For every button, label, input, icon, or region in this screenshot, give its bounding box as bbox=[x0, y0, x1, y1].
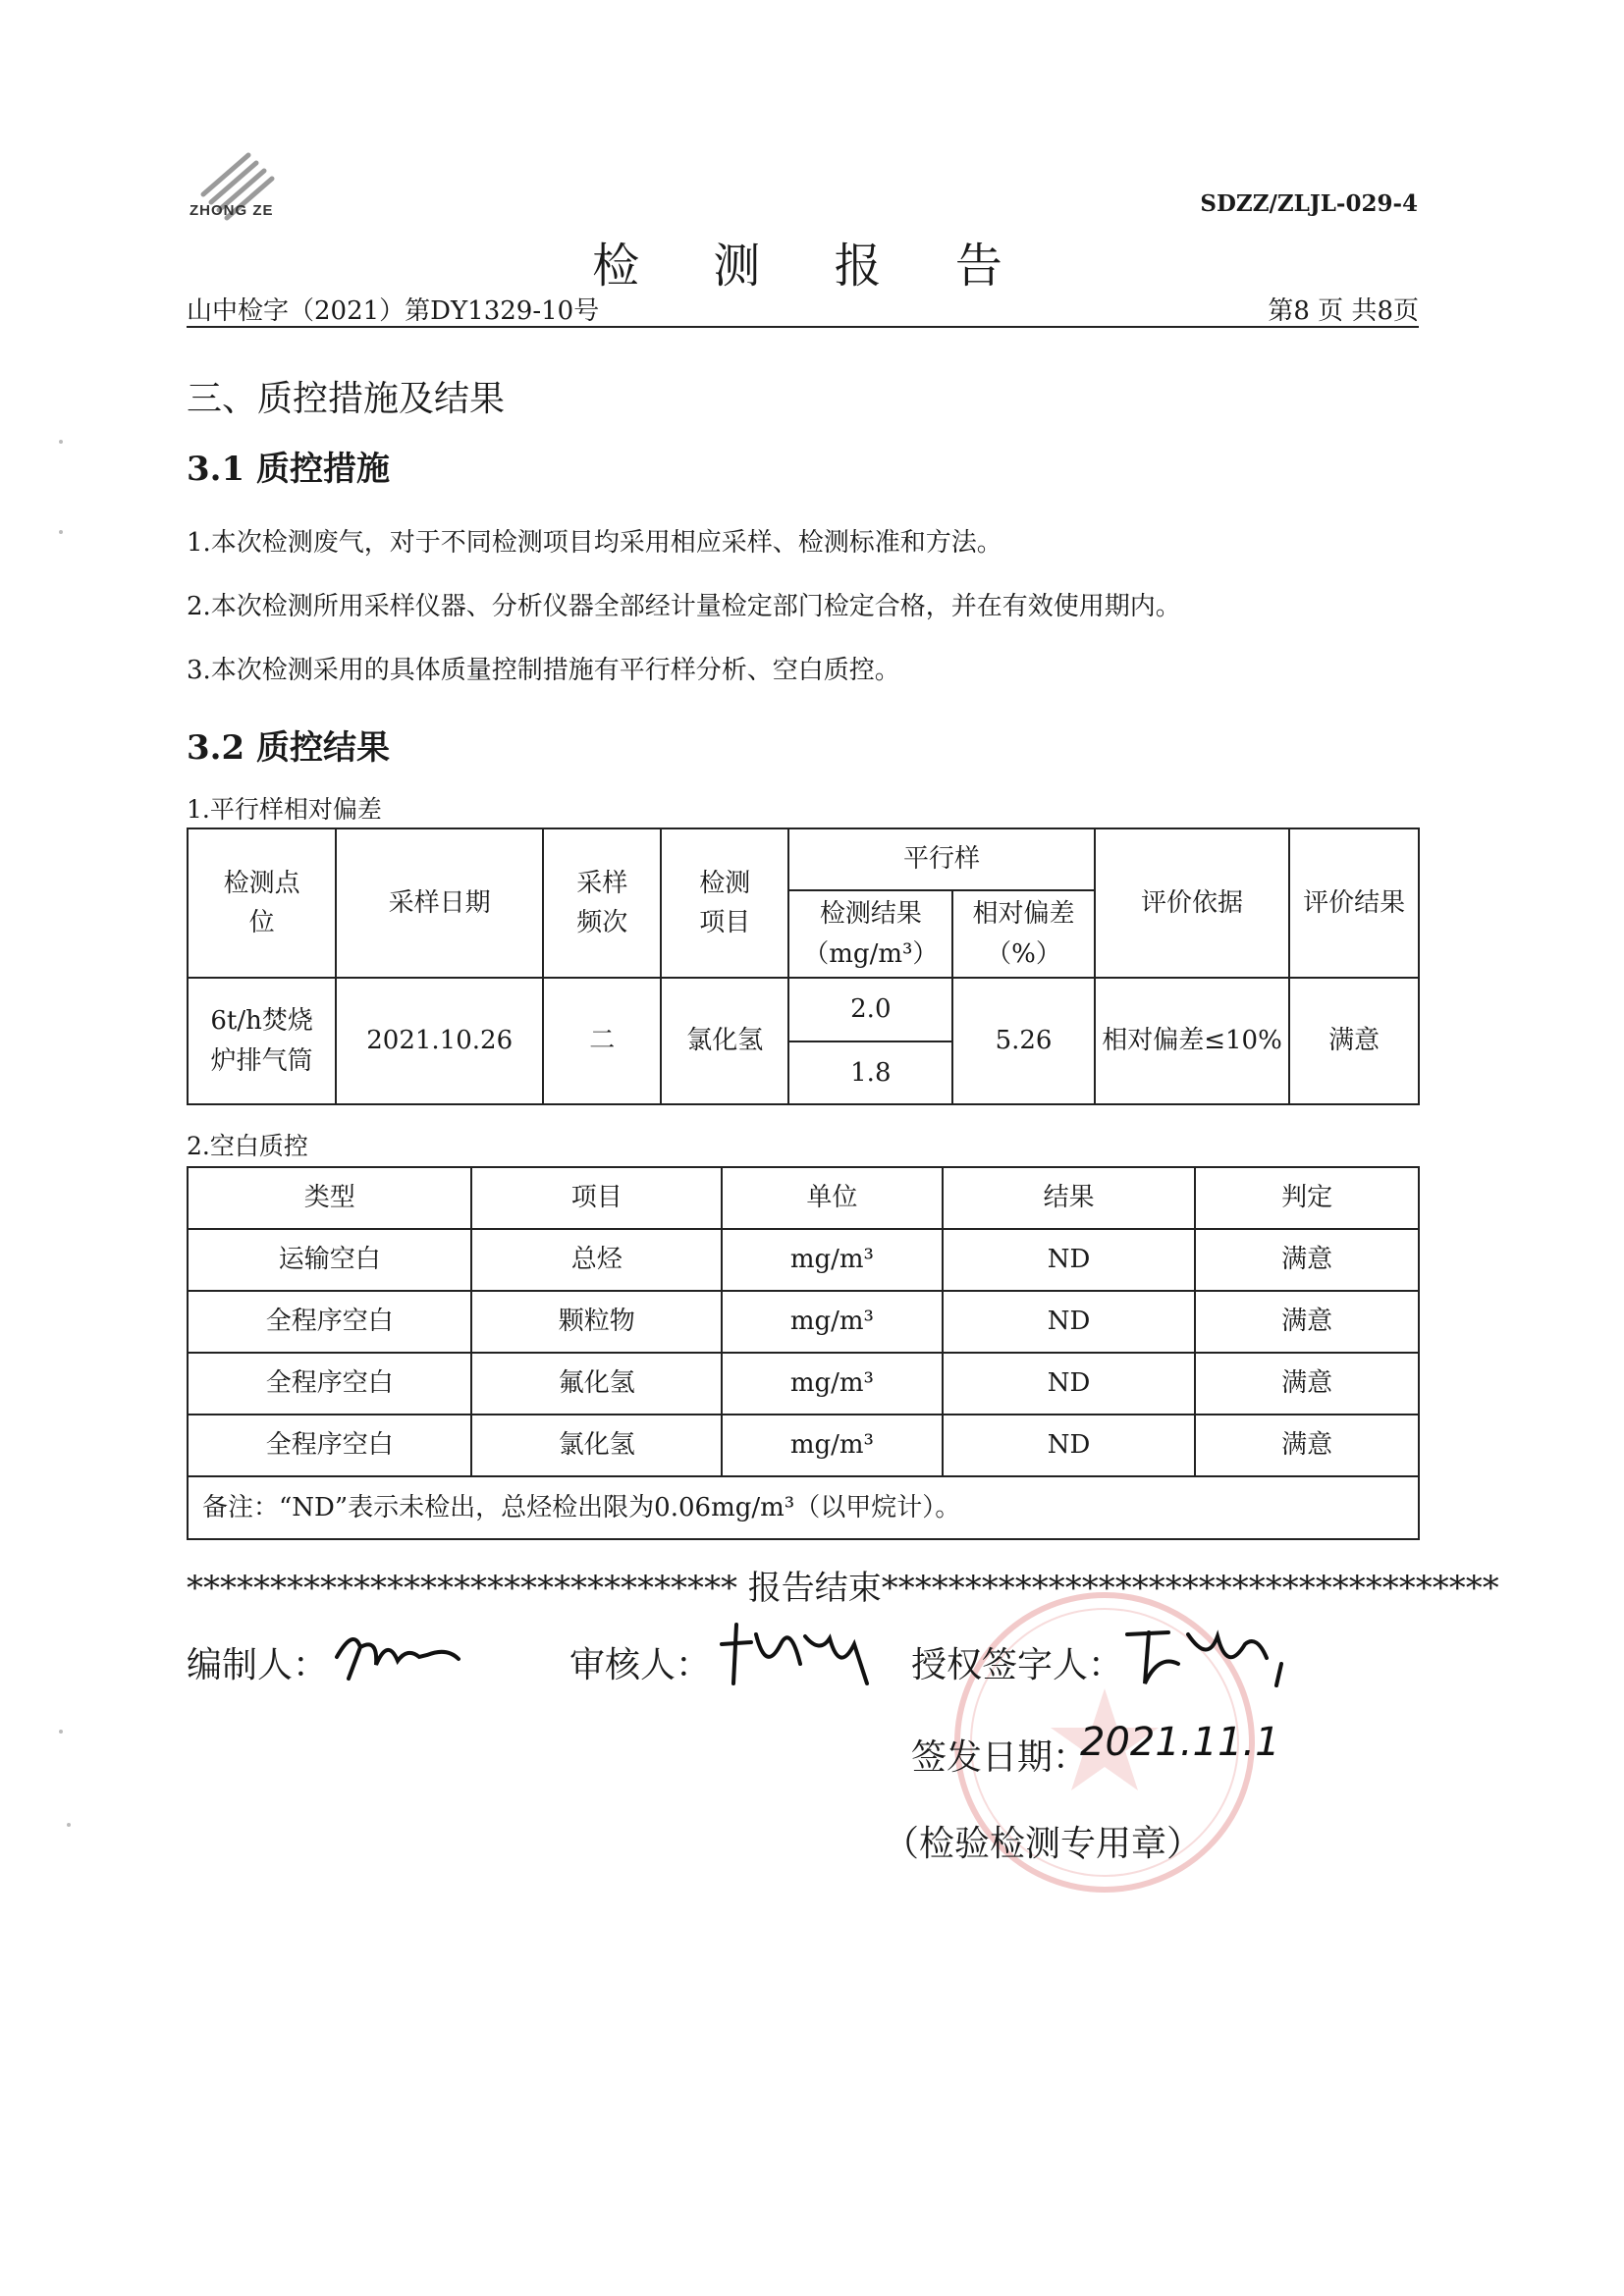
page-info: 第8 页 共8页 bbox=[1268, 296, 1419, 326]
table-row bbox=[188, 1353, 1419, 1415]
parallel-sample-table bbox=[187, 828, 1420, 1105]
scan-speck bbox=[67, 1823, 71, 1827]
header-freq: 采样频次 bbox=[543, 828, 661, 978]
report-title: 检 测 报 告 bbox=[592, 239, 1032, 294]
header-result: 结果 bbox=[943, 1167, 1196, 1229]
cell-judgement: 满意 bbox=[1195, 1291, 1419, 1353]
header-result: 检测结果（mg/m³） bbox=[788, 890, 952, 978]
header-type: 类型 bbox=[188, 1167, 471, 1229]
table-row bbox=[188, 1229, 1419, 1291]
signer-signature-icon bbox=[1119, 1615, 1296, 1693]
table1-caption: 1.平行样相对偏差 bbox=[187, 795, 382, 824]
cell-result-2: 1.8 bbox=[788, 1041, 952, 1104]
table2-caption: 2.空白质控 bbox=[187, 1132, 308, 1160]
table-row bbox=[188, 1291, 1419, 1353]
cell-basis: 相对偏差≤10% bbox=[1095, 978, 1290, 1104]
section-title: 三、质控措施及结果 bbox=[187, 379, 506, 419]
reviewer-signature-icon bbox=[712, 1615, 879, 1693]
header-rule bbox=[187, 326, 1419, 328]
header-project: 项目 bbox=[471, 1167, 722, 1229]
header-parallel: 平行样 bbox=[788, 828, 1094, 890]
cell-type: 运输空白 bbox=[188, 1229, 471, 1291]
issue-date-signature: 2021.11.1 bbox=[1080, 1720, 1280, 1765]
header-item: 检测项目 bbox=[661, 828, 788, 978]
cell-eval: 满意 bbox=[1289, 978, 1419, 1104]
table-row bbox=[188, 1415, 1419, 1476]
cell-type: 全程序空白 bbox=[188, 1291, 471, 1353]
issue-date-label: 签发日期： bbox=[911, 1737, 1089, 1778]
cell-project: 颗粒物 bbox=[471, 1291, 722, 1353]
subsection-title-3-2: 3.2 质控结果 bbox=[187, 728, 390, 768]
measure-paragraph-2: 2.本次检测所用采样仪器、分析仪器全部经计量检定部门检定合格，并在有效使用期内。 bbox=[187, 592, 1181, 621]
cell-point: 6t/h焚烧炉排气筒 bbox=[188, 978, 336, 1104]
header-eval: 评价结果 bbox=[1289, 828, 1419, 978]
cell-project: 氟化氢 bbox=[471, 1353, 722, 1415]
signer-label: 授权签字人： bbox=[911, 1645, 1124, 1685]
header-unit: 单位 bbox=[722, 1167, 943, 1229]
stamp-note: （检验检测专用章） bbox=[884, 1824, 1203, 1864]
measure-paragraph-1: 1.本次检测废气，对于不同检测项目均采用相应采样、检测标准和方法。 bbox=[187, 528, 1002, 558]
cell-judgement: 满意 bbox=[1195, 1353, 1419, 1415]
document-code: SDZZ/ZLJL-029-4 bbox=[1200, 190, 1418, 217]
header-basis: 评价依据 bbox=[1095, 828, 1290, 978]
cell-result-1: 2.0 bbox=[788, 978, 952, 1041]
cell-unit: mg/m³ bbox=[722, 1291, 943, 1353]
cell-project: 氯化氢 bbox=[471, 1415, 722, 1476]
cell-type: 全程序空白 bbox=[188, 1353, 471, 1415]
cell-project: 总烃 bbox=[471, 1229, 722, 1291]
cell-freq: 二 bbox=[543, 978, 661, 1104]
logo-text: ZHONG ZE bbox=[189, 202, 274, 219]
scan-speck bbox=[59, 530, 63, 534]
cell-result: ND bbox=[943, 1229, 1196, 1291]
table-note: 备注：“ND”表示未检出，总烃检出限为0.06mg/m³（以甲烷计）。 bbox=[188, 1476, 1419, 1539]
header-date: 采样日期 bbox=[336, 828, 543, 978]
scan-speck bbox=[59, 440, 63, 444]
cell-unit: mg/m³ bbox=[722, 1415, 943, 1476]
cell-judgement: 满意 bbox=[1195, 1229, 1419, 1291]
report-number: 山中检字（2021）第DY1329-10号 bbox=[187, 296, 600, 326]
header-deviation: 相对偏差（%） bbox=[952, 890, 1094, 978]
report-end-line: ********************************* 报告结束************************************* bbox=[187, 1569, 1499, 1608]
cell-result: ND bbox=[943, 1291, 1196, 1353]
cell-judgement: 满意 bbox=[1195, 1415, 1419, 1476]
compiler-signature-icon bbox=[329, 1618, 466, 1686]
subsection-title-3-1: 3.1 质控措施 bbox=[187, 450, 390, 489]
measure-paragraph-3: 3.本次检测采用的具体质量控制措施有平行样分析、空白质控。 bbox=[187, 656, 900, 685]
cell-result: ND bbox=[943, 1353, 1196, 1415]
cell-unit: mg/m³ bbox=[722, 1229, 943, 1291]
scan-speck bbox=[59, 1730, 63, 1734]
cell-deviation: 5.26 bbox=[952, 978, 1094, 1104]
header-judgement: 判定 bbox=[1195, 1167, 1419, 1229]
cell-result: ND bbox=[943, 1415, 1196, 1476]
compiler-label: 编制人： bbox=[187, 1645, 329, 1685]
cell-unit: mg/m³ bbox=[722, 1353, 943, 1415]
cell-date: 2021.10.26 bbox=[336, 978, 543, 1104]
blank-control-table bbox=[187, 1166, 1420, 1540]
cell-item: 氯化氢 bbox=[661, 978, 788, 1104]
cell-type: 全程序空白 bbox=[188, 1415, 471, 1476]
header-point: 检测点位 bbox=[188, 828, 336, 978]
reviewer-label: 审核人： bbox=[569, 1645, 712, 1685]
